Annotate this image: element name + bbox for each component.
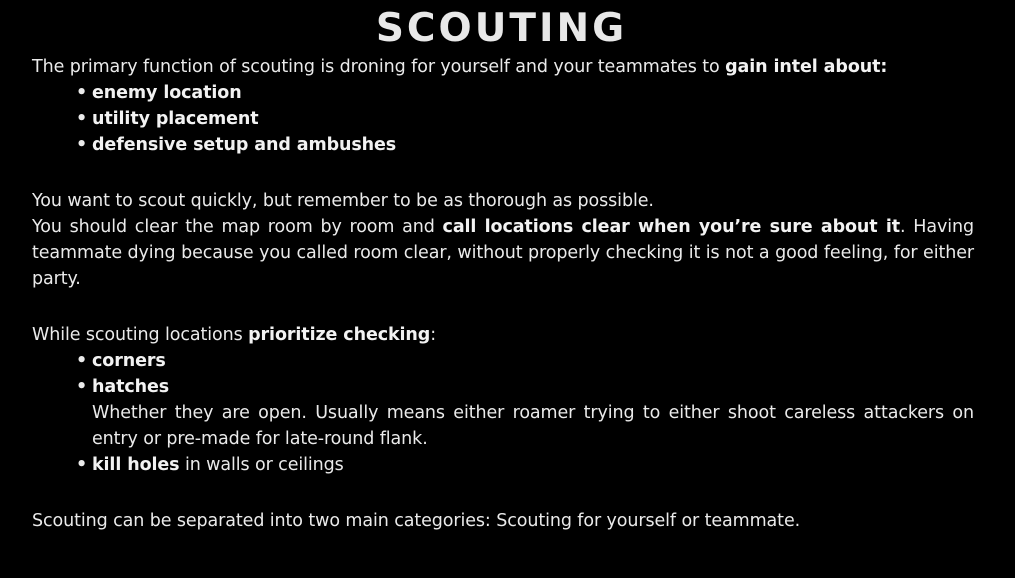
bullet: • xyxy=(76,351,88,371)
intel-list xyxy=(32,80,974,158)
check-item-corners: corners xyxy=(92,351,166,371)
list-item xyxy=(76,374,974,452)
intel-item-enemy-location: enemy location xyxy=(92,83,242,103)
prioritize-colon: : xyxy=(430,325,437,345)
list-item xyxy=(76,452,974,478)
spacer xyxy=(32,478,974,508)
bullet: • xyxy=(76,109,88,129)
intro-bold: gain intel about: xyxy=(725,57,888,77)
prioritize-bold: prioritize checking xyxy=(248,325,431,345)
check-list xyxy=(32,348,974,478)
intel-item-utility-placement: utility placement xyxy=(92,109,259,129)
bullet: • xyxy=(76,135,88,155)
clear-rooms-end: . Having teammate dying because you called room clear, without properly checking it is not a good feeling, for either party. xyxy=(32,217,974,289)
list-item xyxy=(76,80,974,106)
intel-item-defensive-setup: defensive setup and ambushes xyxy=(92,135,397,155)
scout-quickly-line: You want to scout quickly, but remember to be as thorough as possible. xyxy=(32,191,654,211)
check-item-hatches: hatches xyxy=(92,377,170,397)
list-item xyxy=(76,106,974,132)
bullet: • xyxy=(76,455,88,475)
intro-text: The primary function of scouting is droning for yourself and your teammates to xyxy=(32,57,726,77)
bullet: • xyxy=(76,377,88,397)
hatches-note: Whether they are open. Usually means either roamer trying to either shoot careless attackers on entry or pre-made for late-round flank. xyxy=(92,403,974,449)
spacer xyxy=(32,158,974,188)
spacer xyxy=(32,292,974,322)
prioritize-paragraph xyxy=(32,322,974,348)
prioritize-text: While scouting locations xyxy=(32,325,249,345)
bullet: • xyxy=(76,83,88,103)
closing-paragraph: Scouting can be separated into two main categories: Scouting for yourself or teammate. xyxy=(32,511,801,531)
clear-rooms-text: You should clear the map room by room and xyxy=(32,217,443,237)
intro-paragraph xyxy=(32,54,974,80)
clear-rooms-paragraph xyxy=(32,214,974,292)
check-item-kill-holes: kill holes xyxy=(92,455,180,475)
clear-rooms-bold: call locations clear when you’re sure about it xyxy=(442,217,901,237)
kill-holes-text: in walls or ceilings xyxy=(179,455,344,475)
document-body xyxy=(32,54,974,534)
page-title: SCOUTING xyxy=(375,6,628,51)
list-item xyxy=(76,348,974,374)
list-item xyxy=(76,132,974,158)
